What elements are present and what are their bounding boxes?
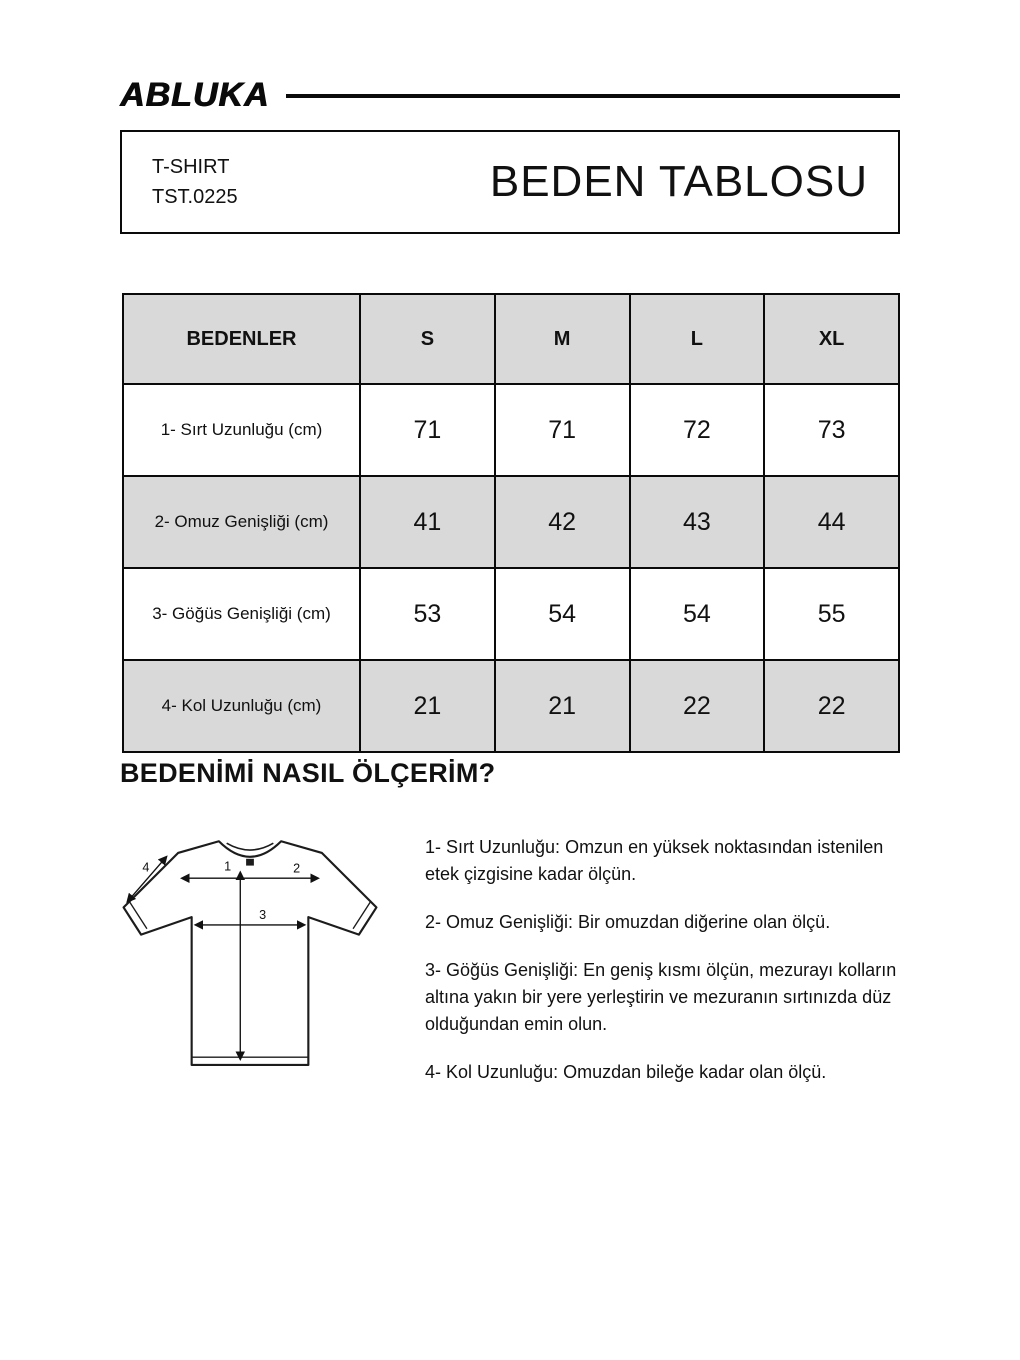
size-value: 54: [630, 568, 765, 660]
instruction-sleeve-length: 4- Kol Uzunluğu: Omuzdan bileğe kadar olan ölçü.: [425, 1062, 827, 1082]
size-value: 55: [764, 568, 899, 660]
size-value: 71: [360, 384, 495, 476]
size-value: 73: [764, 384, 899, 476]
brand-header: [120, 76, 900, 115]
size-value: 44: [764, 476, 899, 568]
table-header-row: [123, 294, 899, 384]
section-heading: BEDENİMİ NASIL ÖLÇERİM?: [120, 758, 496, 788]
size-value: 21: [360, 660, 495, 752]
instruction-shoulder-width: 2- Omuz Genişliği: Bir omuzdan diğerine olan ölçü.: [425, 912, 831, 932]
table-row-shoulder-width: [123, 476, 899, 568]
brand-logo: ABLUKA: [120, 76, 270, 114]
collar-tag: [246, 859, 254, 866]
tshirt-measurement-diagram: [100, 816, 400, 1098]
size-value: 22: [764, 660, 899, 752]
diagram-label-1: 1: [224, 859, 232, 874]
tshirt-diagram-svg: [100, 816, 400, 1098]
product-info: [152, 157, 238, 207]
column-header-s: S: [360, 294, 495, 384]
product-code: TST.0225: [152, 186, 238, 208]
title-box: [120, 130, 900, 234]
size-value: 72: [630, 384, 765, 476]
row-label: 1- Sırt Uzunluğu (cm): [123, 384, 360, 476]
measurement-instructions: [425, 834, 913, 1107]
size-value: 42: [495, 476, 630, 568]
size-value: 22: [630, 660, 765, 752]
column-header-xl: XL: [764, 294, 899, 384]
table-row-chest-width: [123, 568, 899, 660]
page-title: BEDEN TABLOSU: [489, 157, 868, 206]
size-table: [122, 293, 900, 753]
logo-underline-divider: [286, 94, 900, 98]
table-row-sleeve-length: [123, 660, 899, 752]
product-type: T-SHIRT: [152, 156, 230, 178]
diagram-label-4: 4: [142, 860, 150, 875]
row-label: 2- Omuz Genişliği (cm): [123, 476, 360, 568]
column-header-l: L: [630, 294, 765, 384]
size-value: 71: [495, 384, 630, 476]
column-header-m: M: [495, 294, 630, 384]
size-value: 41: [360, 476, 495, 568]
diagram-label-2: 2: [293, 861, 301, 876]
left-cuff-line: [129, 902, 147, 929]
row-label: 3- Göğüs Genişliği (cm): [123, 568, 360, 660]
instruction-chest-width: 3- Göğüs Genişliği: En geniş kısmı ölçün, mezurayı kolların altına yakın bir yere yerleştirin ve mezuranın sırtınızda düz olduğundan emin olun.: [425, 960, 897, 1034]
right-cuff-line: [353, 902, 371, 929]
size-value: 53: [360, 568, 495, 660]
row-label: 4- Kol Uzunluğu (cm): [123, 660, 360, 752]
tshirt-outline: [124, 841, 377, 1065]
column-header-bedenler: BEDENLER: [123, 294, 360, 384]
collar-inner-line: [227, 843, 274, 850]
diagram-label-3: 3: [259, 908, 267, 923]
size-value: 21: [495, 660, 630, 752]
size-value: 43: [630, 476, 765, 568]
instruction-back-length: 1- Sırt Uzunluğu: Omzun en yüksek noktasından istenilen etek çizgisine kadar ölçün.: [425, 837, 884, 884]
size-value: 54: [495, 568, 630, 660]
table-row-back-length: [123, 384, 899, 476]
